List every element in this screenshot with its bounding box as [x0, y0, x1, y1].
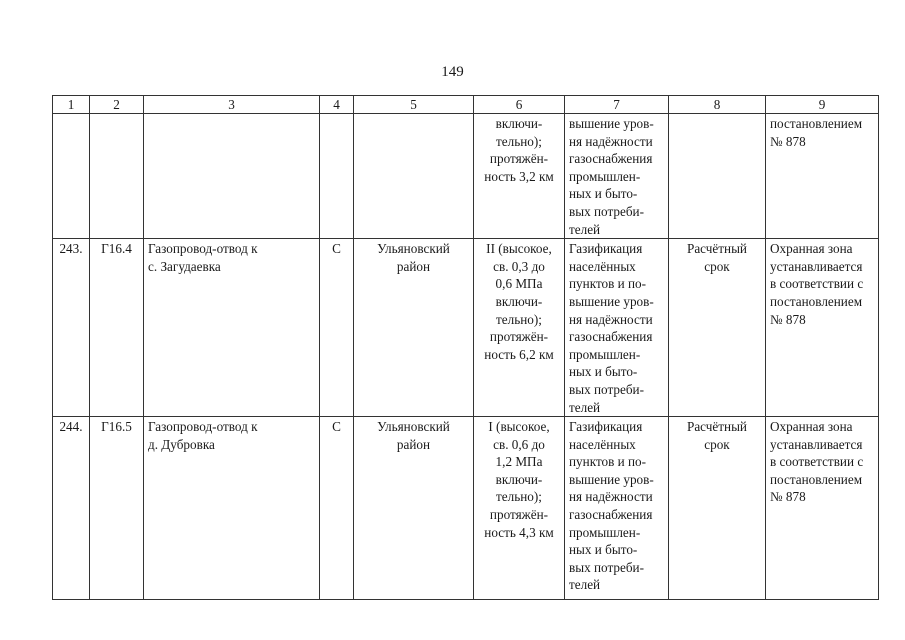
- page-number: 149: [441, 64, 464, 80]
- header-col-2: 2: [90, 96, 144, 114]
- header-col-1: 1: [53, 96, 90, 114]
- cell-zone: Охранная зона устанавливается в соответствии с постановлением № 878: [766, 417, 879, 600]
- cell-num: [53, 114, 90, 239]
- table-row: [53, 114, 879, 239]
- cell-name: Газопровод-отвод к с. Загудаевка: [144, 239, 320, 417]
- cell-code: [90, 114, 144, 239]
- header-row: [53, 96, 879, 114]
- table-row: [53, 417, 879, 600]
- table-body: [53, 114, 879, 600]
- cell-name: [144, 114, 320, 239]
- header-col-3: 3: [144, 96, 320, 114]
- cell-name: Газопровод-отвод к д. Дубровка: [144, 417, 320, 600]
- cell-zone: постановлением № 878: [766, 114, 879, 239]
- header-col-4: 4: [320, 96, 354, 114]
- cell-characteristics: включи- тельно); протяжён- ность 3,2 км: [474, 114, 565, 239]
- cell-type: С: [320, 239, 354, 417]
- cell-type: [320, 114, 354, 239]
- cell-zone: Охранная зона устанавливается в соответствии с постановлением № 878: [766, 239, 879, 417]
- cell-purpose: Газификация населённых пунктов и по- вышение уров- ня надёжности газоснабжения промышлен- ных и быто- вых потреби- телей: [565, 417, 669, 600]
- header-col-8: 8: [669, 96, 766, 114]
- cell-location: Ульяновский район: [354, 417, 474, 600]
- register-table: [52, 95, 879, 600]
- cell-characteristics: II (высокое, св. 0,3 до 0,6 МПа включи- тельно); протяжён- ность 6,2 км: [474, 239, 565, 417]
- cell-location: Ульяновский район: [354, 239, 474, 417]
- cell-term: [669, 114, 766, 239]
- cell-purpose: вышение уров- ня надёжности газоснабжения промышлен- ных и быто- вых потреби- телей: [565, 114, 669, 239]
- cell-type: С: [320, 417, 354, 600]
- cell-num: 243.: [53, 239, 90, 417]
- cell-purpose: Газификация населённых пунктов и по- вышение уров- ня надёжности газоснабжения промышлен- ных и быто- вых потреби- телей: [565, 239, 669, 417]
- cell-characteristics: I (высокое, св. 0,6 до 1,2 МПа включи- тельно); протяжён- ность 4,3 км: [474, 417, 565, 600]
- cell-term: Расчётный срок: [669, 417, 766, 600]
- table-header: [53, 96, 879, 114]
- header-col-7: 7: [565, 96, 669, 114]
- header-col-6: 6: [474, 96, 565, 114]
- header-col-9: 9: [766, 96, 879, 114]
- cell-term: Расчётный срок: [669, 239, 766, 417]
- cell-code: Г16.4: [90, 239, 144, 417]
- cell-location: [354, 114, 474, 239]
- cell-num: 244.: [53, 417, 90, 600]
- table-row: [53, 239, 879, 417]
- header-col-5: 5: [354, 96, 474, 114]
- cell-code: Г16.5: [90, 417, 144, 600]
